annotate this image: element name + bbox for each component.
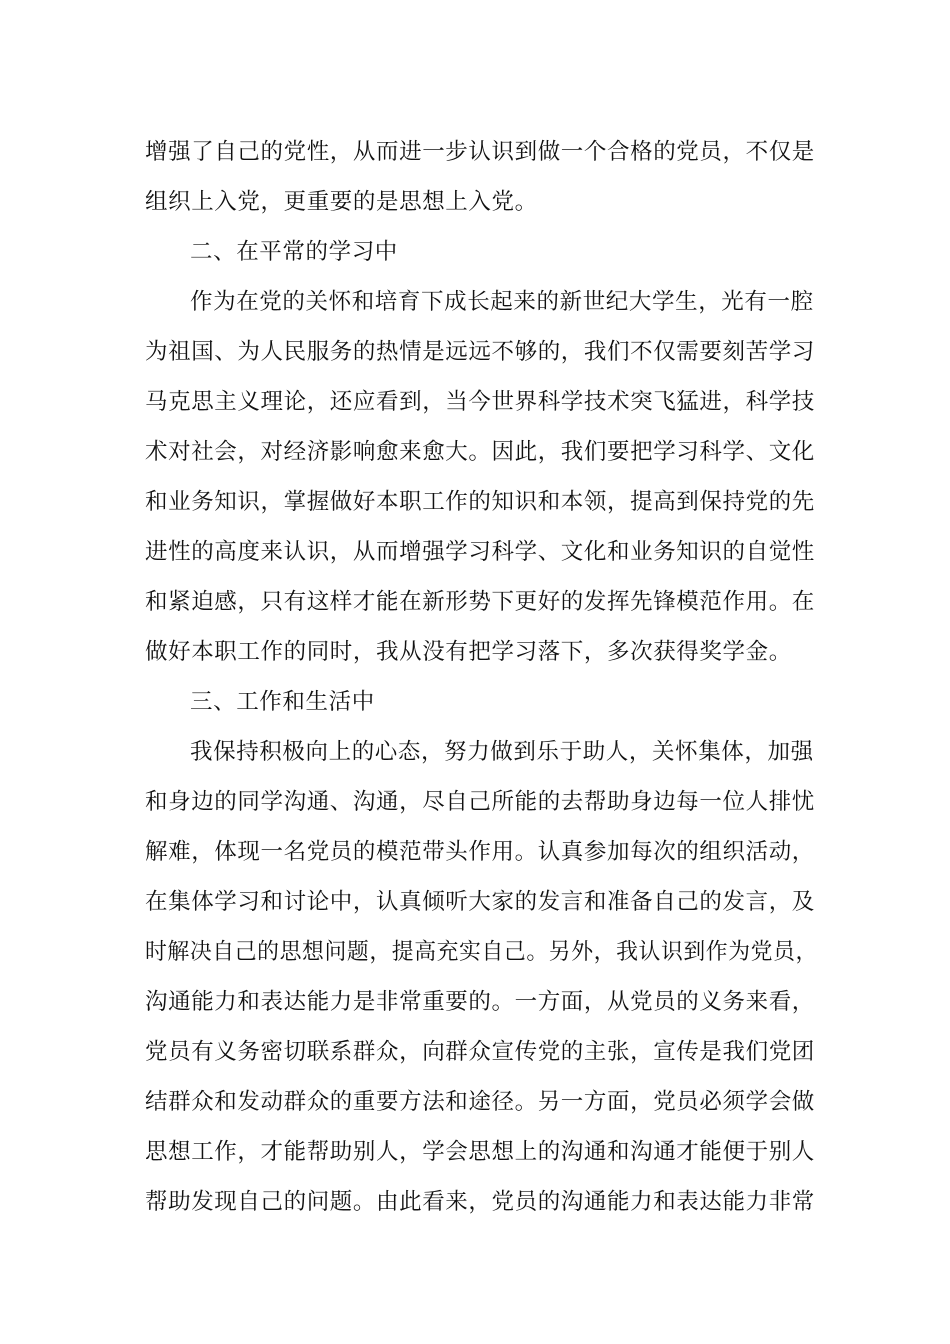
text-line-18: 沟通能力和表达能力是非常重要的。一方面，从党员的义务来看，: [145, 989, 815, 1015]
text-line-17: 时解决自己的思想问题，提高充实自己。另外，我认识到作为党员，: [145, 939, 818, 965]
text-line-2: 组织上入党，更重要的是思想上入党。: [145, 189, 538, 215]
section-heading-2: 二、在平常的学习中: [190, 239, 398, 265]
text-line-21: 思想工作，才能帮助别人，学会思想上的沟通和沟通才能便于别人: [145, 1139, 815, 1165]
text-line-5: 为祖国、为人民服务的热情是远远不够的，我们不仅需要刻苦学习: [145, 339, 815, 365]
text-line-22: 帮助发现自己的问题。由此看来，党员的沟通能力和表达能力非常: [145, 1189, 815, 1215]
text-line-8: 和业务知识，掌握做好本职工作的知识和本领，提高到保持党的先: [145, 489, 815, 515]
text-line-9: 进性的高度来认识，从而增强学习科学、文化和业务知识的自觉性: [145, 539, 815, 565]
text-line-15: 解难，体现一名党员的模范带头作用。认真参加每次的组织活动，: [145, 839, 815, 865]
text-line-10: 和紧迫感，只有这样才能在新形势下更好的发挥先锋模范作用。在: [145, 589, 815, 615]
text-line-19: 党员有义务密切联系群众，向群众宣传党的主张，宣传是我们党团: [145, 1039, 815, 1065]
text-line-16: 在集体学习和讨论中，认真倾听大家的发言和准备自己的发言，及: [145, 889, 815, 915]
text-line-20: 结群众和发动群众的重要方法和途径。另一方面，党员必须学会做: [145, 1089, 815, 1115]
section-heading-3: 三、工作和生活中: [190, 689, 375, 715]
text-line-14: 和身边的同学沟通、沟通，尽自己所能的去帮助身边每一位人排忧: [145, 789, 815, 815]
text-line-1: 增强了自己的党性，从而进一步认识到做一个合格的党员，不仅是: [145, 139, 815, 165]
text-line-7: 术对社会，对经济影响愈来愈大。因此，我们要把学习科学、文化: [145, 439, 815, 465]
text-line-13: 我保持积极向上的心态，努力做到乐于助人，关怀集体，加强: [190, 739, 814, 765]
text-line-11: 做好本职工作的同时，我从没有把学习落下，多次获得奖学金。: [145, 639, 792, 665]
text-line-4: 作为在党的关怀和培育下成长起来的新世纪大学生，光有一腔: [190, 289, 814, 315]
text-line-6: 马克思主义理论，还应看到，当今世界科学技术突飞猛进，科学技: [145, 389, 815, 415]
